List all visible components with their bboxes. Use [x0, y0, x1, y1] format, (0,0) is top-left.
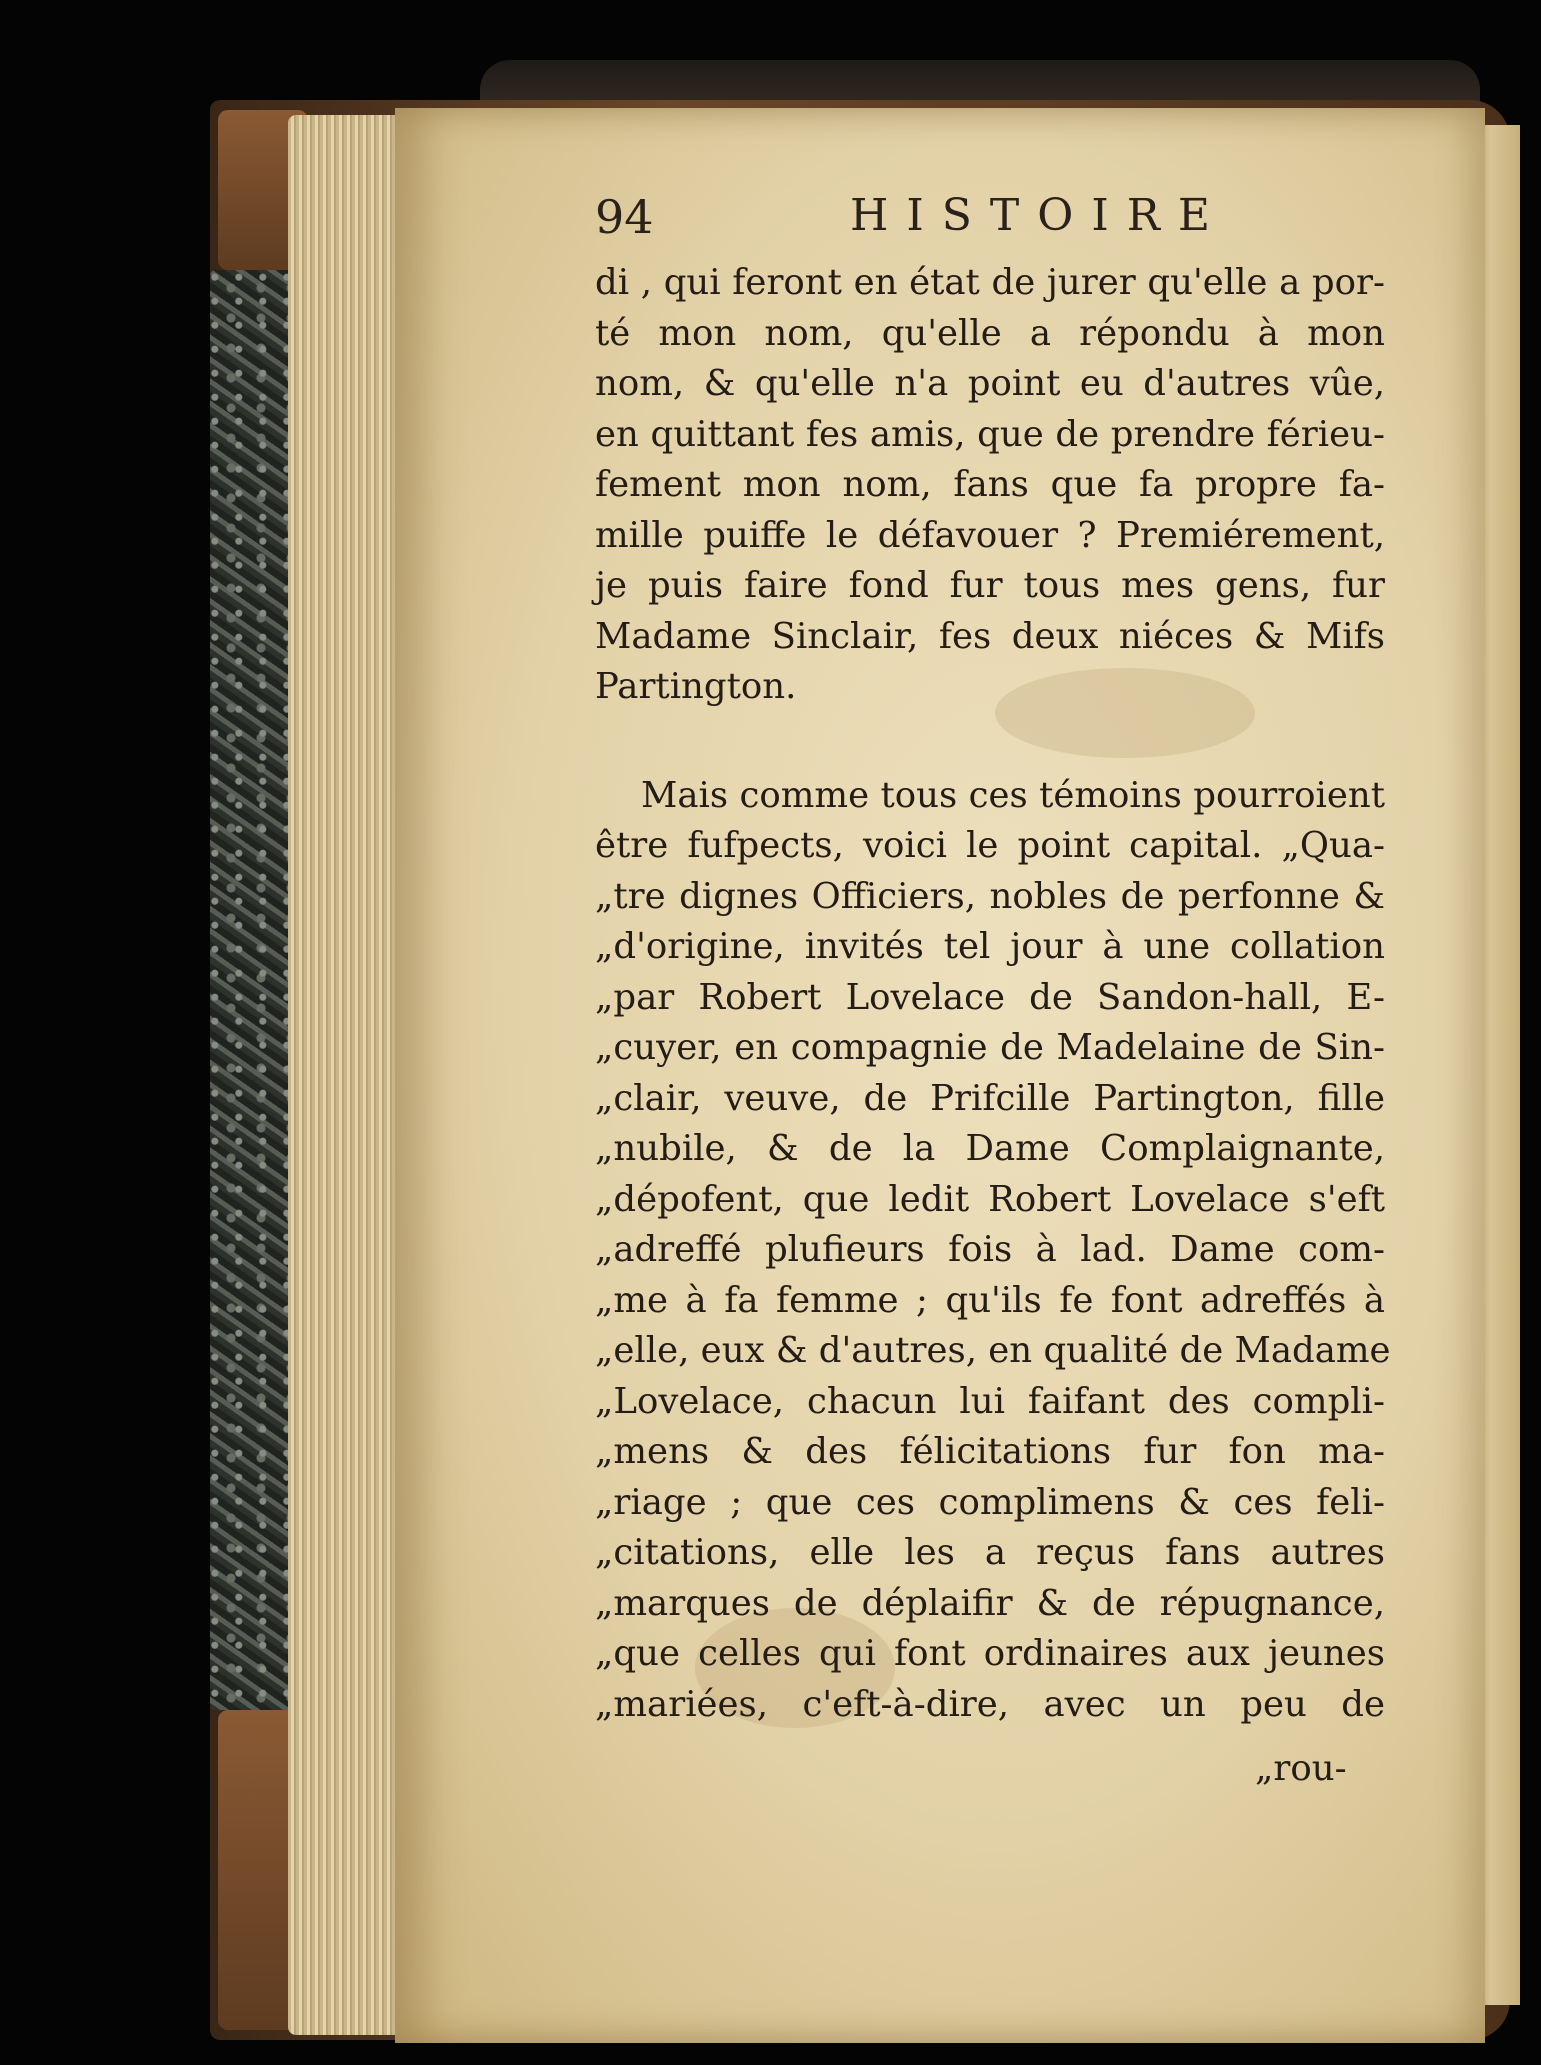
text-line: nom, & qu'elle n'a point eu d'autres vûe, — [595, 363, 1385, 404]
text-line: „cuyer, en compagnie de Madelaine de Sin- — [595, 1027, 1385, 1068]
catchword: „rou- — [1255, 1748, 1347, 1789]
text-line: „riage ; que ces complimens & ces feli- — [595, 1481, 1385, 1523]
body-text — [595, 258, 1391, 1730]
running-title: HISTOIRE — [850, 190, 1228, 241]
paragraph-2 — [595, 771, 1391, 1731]
text-line: être fufpects, voici le point capital. „Qua- — [595, 825, 1385, 866]
text-line: je puis faire fond fur tous mes gens, fur — [595, 565, 1385, 606]
text-line: „par Robert Lovelace de Sandon-hall, E- — [595, 976, 1385, 1018]
book-page — [395, 108, 1485, 2043]
text-line: mille puiffe le défavouer ? Premiérement, — [595, 514, 1385, 556]
text-line: „tre dignes Officiers, nobles de perfonne & — [595, 875, 1385, 917]
text-line: „marques de déplaifir & de répugnance, — [595, 1582, 1385, 1624]
text-line: Mais comme tous ces témoins pourroient — [641, 774, 1385, 816]
text-line: en quittant fes amis, que de prendre férieu- — [595, 413, 1385, 455]
text-line: „mariées, c'eft-à-dire, avec un peu de — [595, 1683, 1385, 1725]
text-line: Partington. — [595, 666, 797, 707]
text-line: „mens & des félicitations fur fon ma- — [595, 1431, 1385, 1472]
text-line: „clair, veuve, de Prifcille Partington, fille — [595, 1077, 1385, 1119]
text-line: di , qui feront en état de jurer qu'elle a por- — [595, 262, 1385, 303]
text-line: fement mon nom, fans que fa propre fa- — [595, 464, 1385, 505]
text-line: „dépofent, que ledit Robert Lovelace s'eft — [595, 1178, 1385, 1220]
paragraph-1 — [595, 258, 1385, 713]
text-line: „citations, elle les a reçus fans autres — [595, 1532, 1385, 1573]
text-line: „d'origine, invités tel jour à une collation — [595, 926, 1385, 967]
text-line: „elle, eux & d'autres, en qualité de Madame — [595, 1330, 1391, 1371]
text-line: „me à fa femme ; qu'ils fe font adreffés à — [595, 1279, 1385, 1321]
page-number: 94 — [595, 190, 654, 244]
text-line: „adreffé plufieurs fois à lad. Dame com- — [595, 1229, 1385, 1270]
text-line: „nubile, & de la Dame Complaignante, — [595, 1128, 1385, 1169]
text-line: Madame Sinclair, fes deux niéces & Mifs — [595, 615, 1385, 657]
text-line: té mon nom, qu'elle a répondu à mon — [595, 312, 1385, 354]
text-line: „que celles qui font ordinaires aux jeunes — [595, 1633, 1385, 1674]
running-head — [595, 190, 1485, 260]
page-stack-edges — [288, 115, 408, 2035]
paragraph-gap — [595, 713, 1385, 771]
text-line: „Lovelace, chacun lui faifant des compli- — [595, 1380, 1385, 1422]
